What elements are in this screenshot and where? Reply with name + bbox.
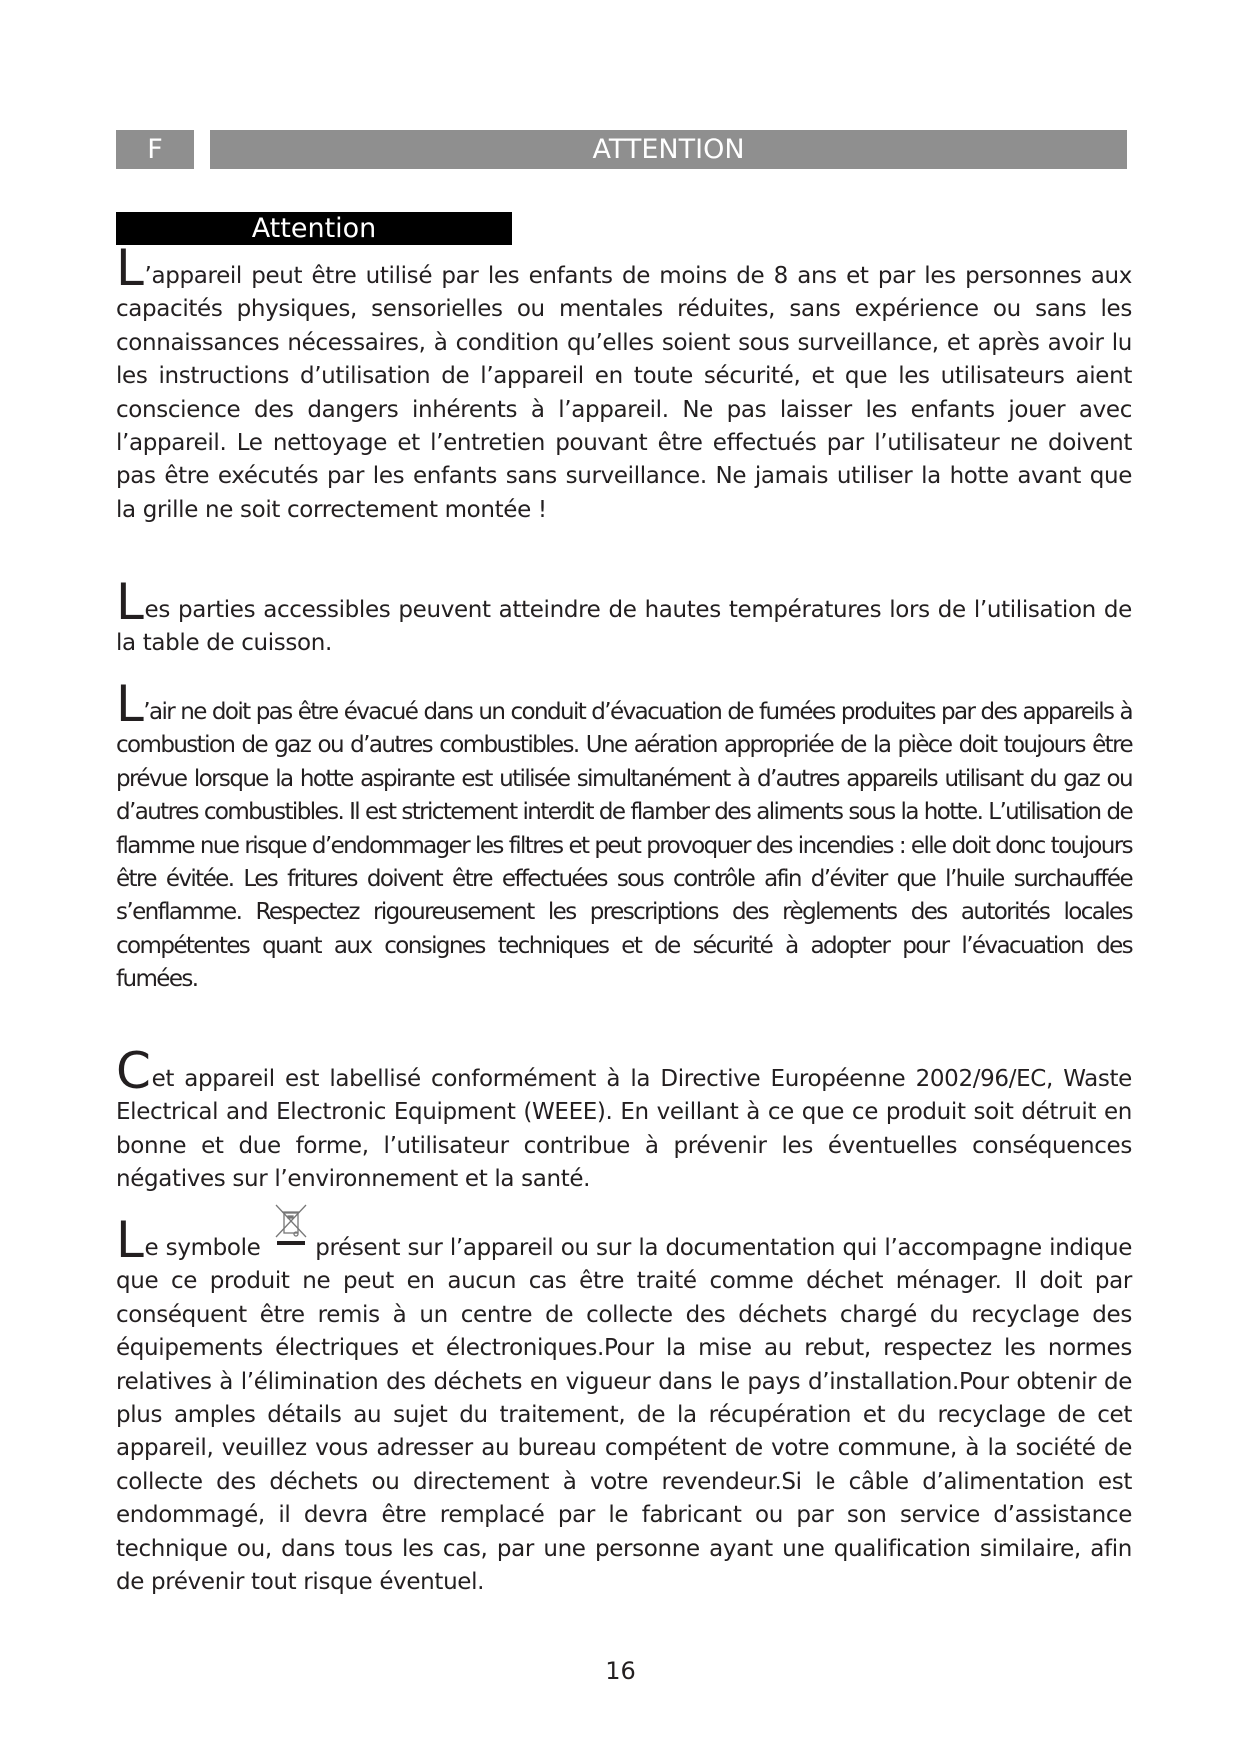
crossed-out-wheelie-bin-icon <box>274 1227 308 1255</box>
paragraph-text: et appareil est labellisé conformément à la Directive Européenne 2002/96/EC, Waste Electrical and Electronic Equipment (WEEE). En veillant à ce que ce produit soit détruit en bonne et due forme, l’utilisateur contribue à prévenir les éventuelles conséquences négatives sur l’environnement et la santé. <box>116 1066 1132 1193</box>
paragraph-text: ’air ne doit pas être évacué dans un conduit d’évacuation de fumées produites par des appareils à combustion de gaz ou d’autres combustibles. Une aération appropriée de la pièce doit toujours être prévue lorsque la hotte aspirante est utilisée simultanément à d’autres appareils utilisant du gaz ou d’autres combustibles. Il est strictement interdit de flamber des aliments sous la hotte. L’utilisation de flamme nue risque d’endommager les filtres et peut provoquer des incendies : elle doit donc toujours être évitée. Les fritures doivent être effectuées sous contrôle afin d’éviter que l’huile surchauffée s’enflamme. Respectez rigoureusement les prescriptions des règlements des autorités locales compétentes quant aux consignes techniques et de sécurité à adopter pour l’évacuation des fumées. <box>116 699 1132 993</box>
paragraph-disposal <box>116 1211 1132 1599</box>
paragraph-hot-surfaces <box>116 573 1132 661</box>
paragraph-air-evacuation <box>116 675 1132 997</box>
language-tab: F <box>116 130 194 169</box>
page-number: 16 <box>605 1657 636 1685</box>
paragraph-text: présent sur l’appareil ou sur la documentation qui l’accompagne indique que ce produit ne peut en aucun cas être traité comme déchet ménager. Il doit par conséquent être remis à un centre de collecte des déchets chargé du recyclage des équipements électriques et électroniques.Pour la mise au rebut, respectez les normes relatives à l’élimination des déchets en vigueur dans le pays d’installation.Pour obtenir de plus amples détails au sujet du traitement, de la récupération et du recyclage de cet appareil, veuillez vous adresser au bureau compétent de votre commune, à la société de collecte des déchets ou directement à votre revendeur.Si le câble d’alimentation est endommagé, il devra être remplacé par le fabricant ou par son service d’assistance technique ou, dans tous les cas, par une personne ayant une qualification similaire, afin de prévenir tout risque éventuel. <box>116 1235 1132 1596</box>
paragraph-text: es parties accessibles peuvent atteindre de hautes températures lors de l’utilisation de la table de cuisson. <box>116 597 1132 657</box>
section-title: Attention <box>116 212 512 245</box>
drop-cap: L <box>116 573 144 631</box>
paragraph-text: ’appareil peut être utilisé par les enfants de moins de 8 ans et par les personnes aux capacités physiques, sensorielles ou mentales réduites, sans expérience ou sans les connaissances nécessaires, à condition qu’elles soient sous surveillance, et après avoir lu les instructions d’utilisation de l’appareil en toute sécurité, et que les utilisateurs aient conscience des dangers inhérents à l’appareil. Ne pas laisser les enfants jouer avec l’appareil. Le nettoyage et l’entretien pouvant être effectués par l’utilisateur ne doivent pas être exécutés par les enfants sans surveillance. Ne jamais utiliser la hotte avant que la grille ne soit correctement montée ! <box>116 263 1132 523</box>
paragraph-weee-directive <box>116 1042 1132 1197</box>
drop-cap: L <box>116 675 143 733</box>
paragraph-usage-warning <box>116 239 1132 527</box>
drop-cap: L <box>116 1211 144 1269</box>
drop-cap: C <box>116 1042 151 1100</box>
paragraph-text-lead: e symbole <box>144 1235 261 1261</box>
drop-cap: L <box>116 239 144 297</box>
page-header-title: ATTENTION <box>210 130 1127 169</box>
